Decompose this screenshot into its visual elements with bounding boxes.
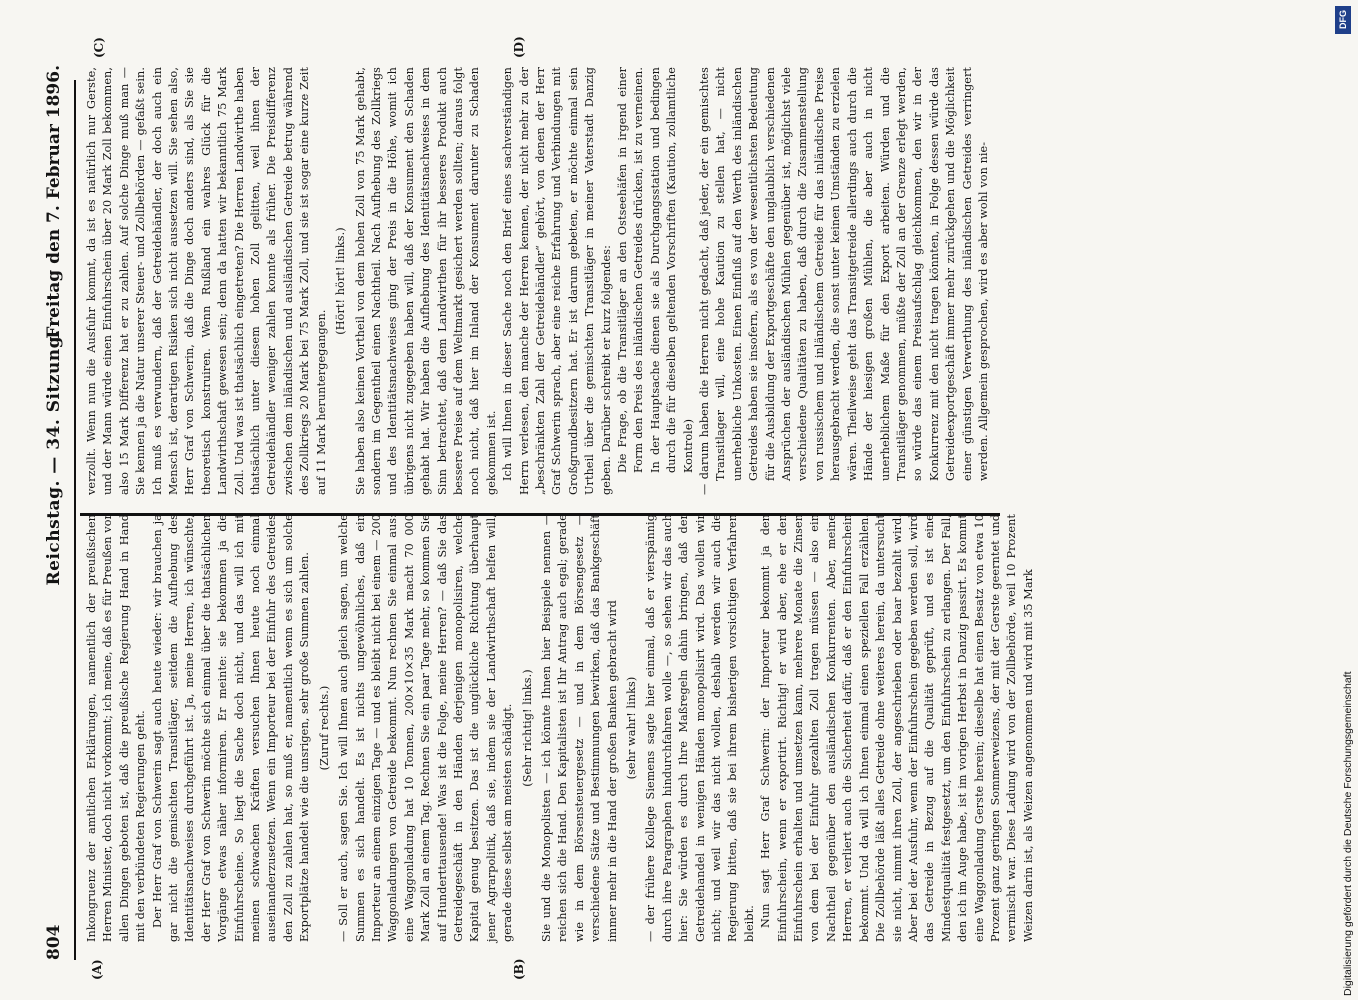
session-title: Reichstag. — 34. Sitzung. [44, 329, 64, 586]
page-number: 804 [44, 924, 64, 960]
dfg-logo: DFG [1335, 6, 1351, 34]
interjection: (Hört! hört! links.) [334, 227, 348, 335]
page-header [38, 65, 72, 960]
paragraph: Sie und die Monopolisten — ich könnte Ihnen hier Beispiele nennen — reichen sich die Hand. Den Kapitalisten ist Ihr Antrag auch egal; gerade wie in dem Börsensteuergesetz — und in dem Börsengesetz — verschiedene Sätze und Bestimmungen bewirken, daß das Bankgeschäft immer mehr in die Hand der großen Banken gebracht wird [539, 514, 619, 942]
margin-mark-c: (C) [92, 37, 106, 58]
margin-mark-b: (B) [512, 958, 526, 980]
interjection: (sehr wahr! links) [625, 676, 638, 780]
paragraph: — darum haben die Herren nicht gedacht, daß jeder, der ein gemischtes Transitlager will, eine hohe Kaution zu stellen hat, — nicht unerhebliche Unkosten. Einen Einfluß auf den Werth des inländischen Getreides haben sie insofern, als es von der wesentlichsten Bedeutung für die Ausbildung der Exportgeschäfte den unglaublich verschiedenen Ansprüchen der ausländischen Mühlen gegenüber ist, möglichst viele verschiedene Qualitäten zu haben, daß durch die Zusammenstellung von russischem und inländischem Getreide für das inländische Preise herausgebracht werden, die sonst unter keinen Umständen zu erzielen wären. Theilweise geht das Transitgetreide allerdings auch durch die Hände der hiesigen großen Mühlen, die aber auch in nicht unerheblichem Maße für den Export arbeiten. Würden und die Transitläger genommen, müßte der Zoll an der Grenze erlegt werden, so würde das einem Preisaufschlag gleichkommen, den wir in der Konkurrenz mit den nicht tragen könnten, in Folge dessen würde das Getreideexportgeschäft immer mehr zurückgehen und die Möglichkeit einer günstigen Verwerthung des inländischen Getreides verringert werden. Allgemein gesprochen, wird es aber wohl von nie- [698, 67, 990, 495]
paragraph: Der Herr Graf von Schwerin sagt auch heute wieder: wir brauchen ja gar nicht die gemischten Transitläger, seitdem die Aufhebung des Identitätsnachweises durchgeführt ist. Ja, meine Herren, ich wünschte, der Herr Graf von Schwerin möchte sich einmal über die thatsächlichen Vorgänge etwas näher informiren. Er meinte: sie bekommen ja die Einfuhrscheine. So liegt die Sache doch nicht, und das will ich mit meinen schwachen Kräften versuchen Ihnen heute noch einmal auseinanderzusetzen. Wenn ein Importeur bei der Einfuhr des Getreides den Zoll zu zahlen hat, so muß er, namentlich wenn es sich um solche Exportplätze handelt wie die unsrigen, sehr große Summen zahlen. [150, 514, 312, 942]
margin-mark-a: (A) [90, 959, 104, 980]
left-text-column [84, 514, 1035, 942]
paragraph: Ich will Ihnen in dieser Sache noch den Brief eines sachverständigen Herrn verlesen, den manche der Herren kennen, der nicht mehr zu der „beschränkten Zahl der Getreidehändler“ gehört, von denen der Herr Graf Schwerin sprach, aber eine reiche Erfahrung und Verbindungen mit Großgrundbesitzern hat. Er ist darum gebeten, er möchte einmal sein Urtheil über die gemischten Transitläger in meiner Vaterstadt Danzig geben. Darüber schreibt er kurz folgendes: [501, 67, 613, 495]
paragraph: — der frühere Kollege Siemens sagte hier einmal, daß er vierspännig durch ihre Paragraphen hindurchfahren wolle —, so sehen wir das auch hier: Sie würden es durch Ihre Maßregeln dahin bringen, daß der Getreidehandel in wenigen Händen monopolisirt wird. Das wollen wir nicht; und weil wir das nicht wollen, deshalb werden wir auch die Regierung bitten, daß sie bei ihrem bisherigen vorsichtigen Verfahren bleibt. [644, 514, 756, 942]
paragraph: Nun sagt Herr Graf Schwerin: der Importeur bekommt ja den Einfuhrschein, wenn er exportirt. Richtig! er wird aber, ehe er den Einfuhrschein erhalten und umsetzen kann, mehrere Monate die Zinsen von dem bei der Einfuhr gezahlten Zoll tragen müssen — also ein Nachtheil gegenüber den ausländischen Konkurrenten. Aber, meine Herren, er verliert auch die Sicherheit dafür, daß er den Einfuhrschein bekommt. Und da will ich Ihnen einmal einen speziellen Fall erzählen. Die Zollbehörde läßt alles Getreide ohne weiteres herein, da untersucht sie nicht, nimmt ihren Zoll, der angeschrieben oder baar bezahlt wird. Aber bei der Ausfuhr, wenn der Einfuhrschein gegeben werden soll, wird das Getreide in Bezug auf die Qualität geprüft, und es ist eine Mindestqualität festgesetzt, um den Einfuhrschein zu erlangen. Der Fall, den ich im Auge habe, ist im vorigen Herbst in Danzig passirt. Es kommt eine Waggonladung Gerste herein; dieselbe hat einen Besatz von etwa 10 Prozent ganz geringen Sommerweizens, der mit der Gerste geerntet und vermischt war. Diese Ladung wird von der Zollbehörde, weil 10 Prozent Weizen darin ist, als Weizen angenommen und wird mit 35 Mark [759, 514, 1035, 942]
paragraph: verzollt. Wenn nun die Ausfuhr kommt, da ist es natürlich nur Gerste, und der Mann würde einen Einfuhrschein über 20 Mark Zoll bekommen, also 15 Mark Differenz hat er zu zahlen. Auf solche Dinge muß man — Sie kennen ja die Natur unserer Steuer- und Zollbehörden — gefaßt sein. Ich muß es verwundern, daß der Getreidehändler, der doch auch ein Mensch ist, derartigen Risiken sich nicht aussetzen will. Sie sehen also, Herr Graf von Schwerin, daß die Dinge doch anders sind, als Sie sie theoretisch konstruiren. Wenn Rußland ein wahres Glück für die Landwirthschaft gewesen sein; denn da hatten wir bekanntlich 75 Mark Zoll. Und was ist thatsächlich eingetreten? Die Herren Landwirthe haben thatsächlich unter diesem hohen Zoll gelitten, weil ihnen der Getreidehändler weniger zahlen konnte als früher. Die Preisdifferenz zwischen dem inländischen und ausländischen Getreide betrug während des Zollkriegs 20 Mark bei 75 Mark Zoll, und sie ist sogar eine kurze Zeit auf 11 Mark heruntergegangen. [85, 67, 328, 495]
paragraph: Inkongruenz der amtlichen Erklärungen, namentlich der preußischen Herren Minister, doch nicht vorkommt; ich meine, daß es für Preußen vor allen Dingen geboten ist, daß die preußische Regierung Hand in Hand mit den verbündeten Regierungen geht. [85, 514, 148, 942]
interjection: (Zuruf rechts.) [317, 685, 331, 771]
paragraph: Sie haben also keinen Vortheil von dem hohen Zoll von 75 Mark gehabt, sondern im Gegentheil einen Nachtheil. Nach Aufhebung des Zollkriegs und des Identitätsnachweises ging der Preis in die Höhe, womit ich übrigens nicht zugegeben haben will, daß der Konsument den Schaden gehabt hat. Wir haben die Aufhebung des Identitätsnachweises in dem Sinn betrachtet, daß dem Landwirthen für ihr besseres Produkt auch bessere Preise auf dem Weltmarkt gesichert werden sollten; daraus folgt noch nicht, daß hier im Inland der Konsument darunter zu Schaden gekommen ist. [353, 67, 498, 495]
paragraph: — Soll er auch, sagen Sie. Ich will Ihnen auch gleich sagen, um welche Summen es sich handelt. Es ist nichts ungewöhnliches, daß ein Importeur an einem einzigen Tage — und es bleibt nicht bei einem — 200 Waggonladungen von Getreide bekommt. Nun rechnen Sie einmal aus: eine Waggonladung hat 10 Tonnen, 200×10×35 Mark macht 70 000 Mark Zoll an einem Tag. Rechnen Sie ein paar Tage mehr, so kommen Sie auf Hunderttausende! Was ist die Folge, meine Herren? — daß Sie das Getreidegeschäft in den Händen derjenigen monopolisiren, welche Kapital genug besitzen. Das ist die unglückliche Richtung überhaupt jener Agrarpolitik, daß sie, indem sie der Landwirthschaft helfen will, gerade diese selbst am meisten schädigt. [337, 514, 515, 942]
digitization-credit: Digitalisierung gefördert durch die Deutsche Forschungsgemeinschaft [1342, 671, 1354, 996]
right-text-column [84, 67, 1019, 495]
margin-mark-d: (D) [512, 36, 526, 58]
interjection: (Sehr richtig! links.) [520, 669, 534, 787]
paragraph: Die Frage, ob die Transitläger an den Ostseehäfen in irgend einer Form den Preis des inländischen Getreides drücken, ist zu verneinen. In der Hauptsache dienen sie als Durchgangsstation und bedingen durch die für dieselben geltenden Vorschriften (Kaution, zollamtliche Kontrole) [616, 67, 695, 473]
session-date: Freitag den 7. Februar 1896. [44, 65, 64, 339]
header-rule [74, 80, 76, 960]
